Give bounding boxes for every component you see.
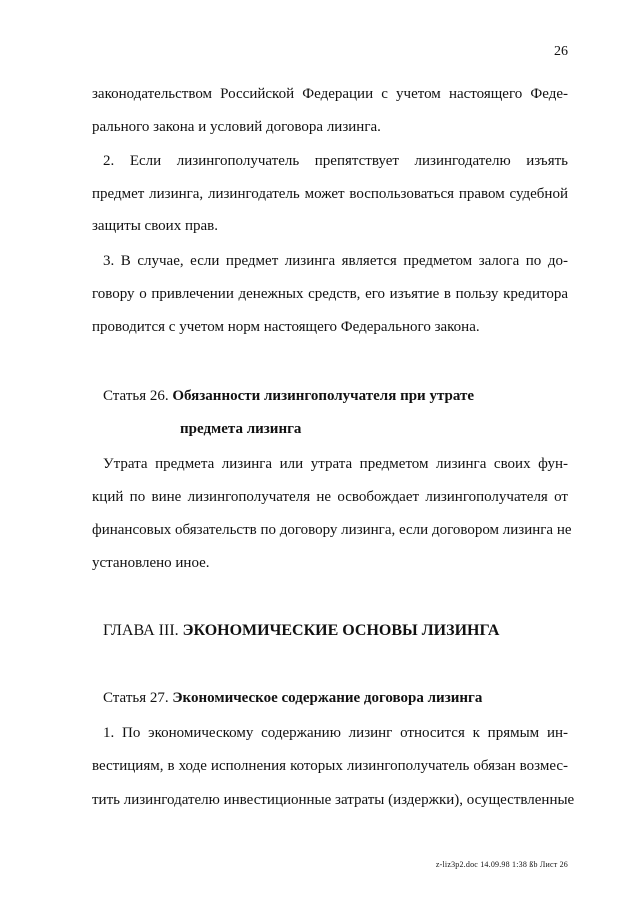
article-26-title: Обязанности лизингополучателя при утрате (172, 388, 474, 404)
text-line: говору о привлечении денежных средств, его изъятие в пользу кредитора (92, 286, 568, 302)
article-26-label: Статья 26. (103, 388, 169, 404)
text-line: финансовых обязательств по договору лизинга, если договором лизинга не (92, 522, 572, 538)
text-line: предмет лизинга, лизингодатель может воспользоваться правом судебной (92, 186, 568, 202)
article-27-text: 1. По экономическому содержанию лизинг относится к прямым ин- (103, 725, 568, 741)
page-number: 26 (554, 44, 568, 59)
article-26-title-cont: предмета лизинга (180, 421, 302, 437)
paragraph-3-line: 3. В случае, если предмет лизинга является предметом залога по до- (103, 253, 568, 269)
paragraph-2-line: 2. Если лизингополучатель препятствует лизингодателю изъять (103, 153, 568, 169)
chapter-3-label: ГЛАВА III. (103, 622, 179, 639)
text-line: тить лизингодателю инвестиционные затраты (издержки), осуществленные (92, 792, 575, 808)
page-footer: z-liz3p2.doc 14.09.98 1:38 ßb Лист 26 (435, 860, 568, 869)
text-line: законодательством Российской Федерации с учетом настоящего Феде- (92, 86, 568, 102)
article-26-text: Утрата предмета лизинга или утрата предметом лизинга своих фун- (103, 456, 568, 472)
article-27-heading (103, 688, 568, 708)
article-27-label: Статья 27. (103, 690, 169, 706)
text-line: рального закона и условий договора лизинга. (92, 119, 381, 135)
chapter-3-title: ЭКОНОМИЧЕСКИЕ ОСНОВЫ ЛИЗИНГА (182, 622, 500, 639)
article-26-heading (103, 386, 568, 406)
text-line: установлено иное. (92, 555, 210, 571)
text-line: защиты своих прав. (92, 218, 218, 234)
text-line: кций по вине лизингополучателя не освобождает лизингополучателя от (92, 489, 568, 505)
text-line: проводится с учетом норм настоящего Федерального закона. (92, 319, 480, 335)
text-line: вестициям, в ходе исполнения которых лизингополучатель обязан возмес- (92, 758, 568, 774)
chapter-3-heading (103, 621, 568, 641)
article-27-title: Экономическое содержание договора лизинга (172, 690, 483, 706)
